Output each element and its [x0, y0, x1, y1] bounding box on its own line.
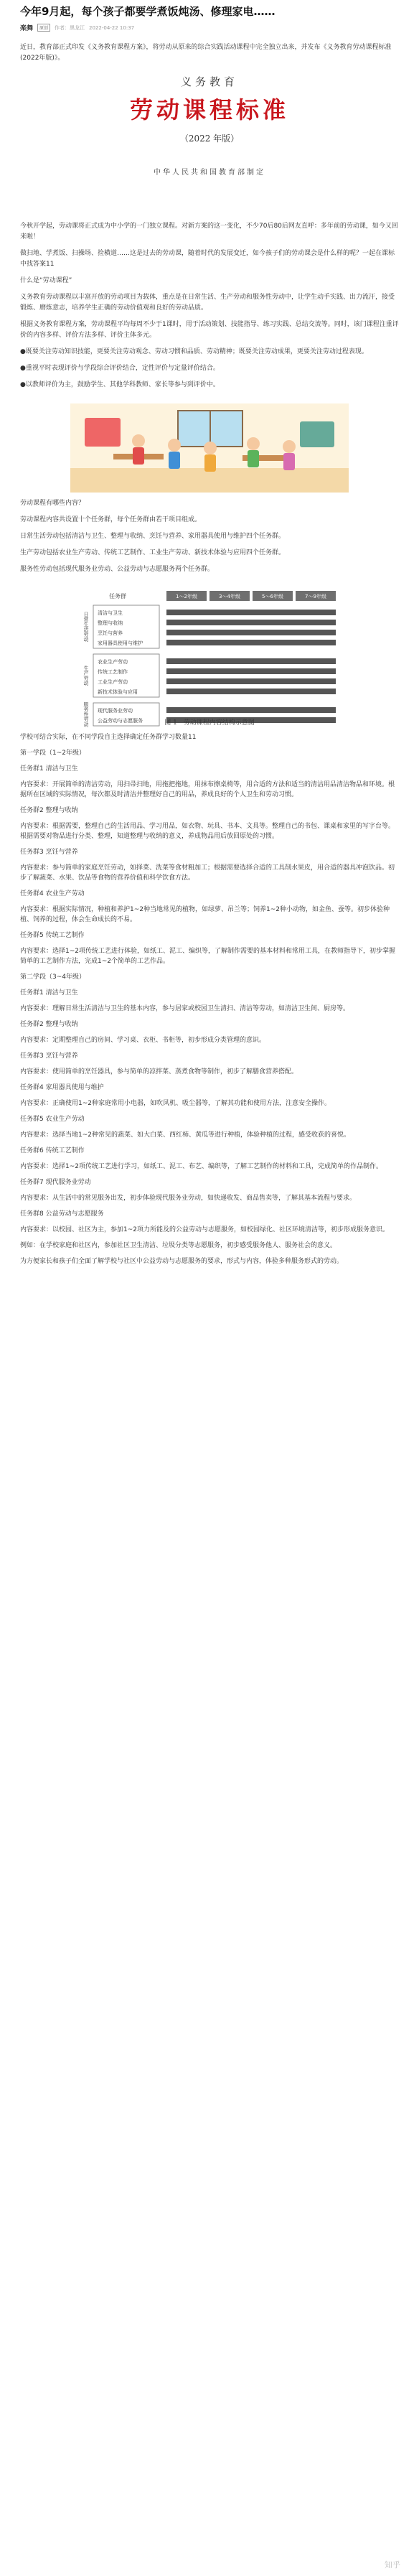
- cover-edition: （2022 年版）: [179, 134, 240, 144]
- task-group-heading: 任务群2 整理与收纳: [20, 807, 78, 814]
- task-group-text: 为方便家长和孩子们全面了解学校与社区中公益劳动与志愿服务的要求，形式与内容，体验多种服务形式的劳动。: [20, 1258, 344, 1265]
- article-meta: [20, 23, 399, 32]
- classroom-illustration: [70, 403, 349, 493]
- spacer: [20, 243, 399, 248]
- task-group-label: 工业生产劳动: [98, 679, 128, 685]
- spacer: [20, 800, 399, 806]
- spacer: [20, 841, 399, 847]
- spacer: [20, 559, 399, 564]
- spacer: [20, 575, 399, 581]
- cover-title: 劳动课程标准: [129, 96, 289, 123]
- task-group-label: 公益劳动与志愿服务: [98, 718, 143, 724]
- figure-caption: 图 1 劳动课程内容结构示意图: [164, 719, 255, 727]
- group-name: 日常生活劳动: [83, 612, 89, 642]
- task-group-bar: [166, 640, 336, 645]
- spacer: [20, 1109, 399, 1114]
- task-group-heading: 任务群5 传统工艺制作: [20, 932, 85, 939]
- task-group-label: 传统工艺制作: [98, 669, 128, 675]
- task-group-label: 清洁与卫生: [98, 610, 123, 616]
- task-group-heading: 任务群3 烹饪与营养: [20, 1053, 78, 1060]
- author-label: 作者：黑龙江: [55, 24, 85, 31]
- body-paragraph: 根据义务教育课程方案，劳动课程平均每周不少于1课时，用于活动策划、技能指导、练习实践、总结交流等。同时，该门课程注重评价的内容多样、评价方法多样、评价主体多元。: [20, 321, 399, 339]
- task-group-heading: 任务群1 清洁与卫生: [20, 765, 78, 773]
- body-paragraph: 劳动课程内容共设置十个任务群，每个任务群由若干项目组成。: [20, 516, 202, 523]
- group-name: 生产劳动: [83, 666, 89, 686]
- task-group-text: 内容要求：选择1~2项传统工艺进行体验，如纸工、泥工、编织等，了解制作需要的基本材料和常用工具，在教师指导下，初步掌握简单的工艺制作方法，完成1~2个简单的工艺作品。: [20, 948, 395, 965]
- task-group-text: 内容要求：理解日常生活清洁与卫生的基本内容，参与居家或校园卫生清扫、清洁等劳动，如清洁卫生间、厨房等。: [20, 1005, 350, 1012]
- task-group-heading: 任务群5 农业生产劳动: [20, 1116, 85, 1123]
- spacer: [20, 1030, 399, 1035]
- grade-label: 1～2年级: [176, 594, 197, 599]
- body-paragraph: 什么是“劳动课程”: [20, 277, 72, 284]
- grade-label: 5～6年级: [262, 594, 283, 599]
- spacer: [20, 899, 399, 905]
- spacer: [20, 1219, 399, 1225]
- body-paragraph: ●以教师评价为主，鼓励学生、其他学科教师、家长等参与到评价中。: [20, 381, 220, 388]
- task-group-text: 内容要求：从生活中的常见服务出发，初步体验现代服务业劳动，如快递收发、商品售卖等，了解其基本流程与要求。: [20, 1195, 357, 1202]
- body-paragraph: ●重视平时表现评价与学段综合评价结合，定性评价与定量评价结合。: [20, 365, 220, 372]
- task-group-label: 整理与收纳: [98, 620, 123, 626]
- section-heading: 劳动课程有哪些内容？: [20, 500, 85, 507]
- task-group-text: 内容要求：选择当地1~2种常见的蔬菜、如大白菜、西红柿、黄瓜等进行种植，体验种植的过程，感受收获的喜悦。: [20, 1131, 350, 1139]
- spacer: [20, 1172, 399, 1177]
- spacer: [20, 286, 399, 292]
- spacer: [20, 1093, 399, 1098]
- content-section: [20, 498, 399, 581]
- spacer: [20, 542, 399, 548]
- spacer: [20, 857, 399, 863]
- body-paragraph: 今秋开学起，劳动课将正式成为中小学的一门独立课程。对新方案的这一变化，不少70后80后网友直呼：多年前的劳动课，如今又回来啦！: [20, 223, 398, 241]
- spacer: [20, 1014, 399, 1019]
- task-group-heading: 任务群2 整理与收纳: [20, 1021, 78, 1028]
- task-group-heading: 任务群1 清洁与卫生: [20, 989, 78, 997]
- body-paragraph: 服务性劳动包括现代服务业劳动、公益劳动与志愿服务两个任务群。: [20, 566, 215, 573]
- spacer: [20, 816, 399, 821]
- grade-label: 7～9年级: [305, 594, 326, 599]
- task-group-heading: 任务群3 烹饪与营养: [20, 849, 78, 856]
- task-group-text: 例如：在学校家庭和社区内，参加社区卫生清洁、垃圾分类等志愿服务，初步感受服务他人、服务社会的意义。: [20, 1242, 337, 1249]
- task-group-label: 农业生产劳动: [98, 659, 128, 665]
- spacer: [20, 1235, 399, 1241]
- task-group-text: 内容要求：定期整理自己的房间、学习桌、衣柜、书柜等，初步形成分类管理的意识。: [20, 1037, 266, 1044]
- task-group-label: 新技术体验与应用: [98, 689, 138, 695]
- spacer: [20, 883, 399, 889]
- spacer: [20, 1251, 399, 1256]
- task-group-heading: 任务群6 传统工艺制作: [20, 1147, 85, 1154]
- spacer: [20, 391, 399, 396]
- task-group-label: 烹饪与营养: [98, 630, 123, 636]
- spacer: [20, 774, 399, 780]
- intro-paragraphs: [20, 221, 399, 396]
- spacer: [20, 966, 399, 972]
- spacer: [20, 526, 399, 531]
- task-group-bar: [166, 610, 336, 615]
- task-group-text: 内容要求：参与简单的家庭烹饪劳动，如择菜、洗菜等食材粗加工；根据需要选择合适的工具削水果皮，用合适的器具冲泡饮品。初步了解蔬菜、水果、饮品等食物的营养价值和科学饮食方法。: [20, 864, 395, 882]
- task-group-heading: 任务群4 家用器具使用与维护: [20, 1084, 104, 1091]
- spacer: [20, 758, 399, 764]
- cover-ministry: 中华人民共和国教育部制定: [154, 169, 265, 177]
- task-group-label: 家用器具使用与维护: [98, 640, 143, 646]
- body-paragraph: 义务教育劳动课程以丰富开放的劳动项目为载体，重点是在日常生活、生产劳动和服务性劳动中，让学生动手实践、出力流汗，接受锻炼、磨炼意志，培养学生正确的劳动价值观和良好的劳动品质。: [20, 294, 395, 312]
- task-group-bar: [166, 668, 336, 674]
- task-group-text: 内容要求：正确使用1~2种家庭常用小电器，如吹风机、吸尘器等，了解其功能和使用方法，注意安全操作。: [20, 1100, 331, 1107]
- spacer: [20, 1156, 399, 1162]
- task-group-bar: [166, 678, 336, 684]
- task-group-bar: [166, 707, 336, 713]
- task-group-text: 内容要求：根据需要，整理自己的生活用品、学习用品，如衣物、玩具、书本、文具等。整理自己的书包、课桌和家里的写字台等。根据需要对物品进行分类、整理，知道整理与收纳的意义，养成物品用后放回原处的习惯。: [20, 823, 395, 840]
- spacer: [20, 941, 399, 946]
- spacer: [20, 1266, 399, 1272]
- spacer: [20, 982, 399, 988]
- body-paragraph: ●既要关注劳动知识技能，更要关注劳动观念、劳动习惯和品质、劳动精神；既要关注劳动成果，更要关注劳动过程表现。: [20, 348, 368, 355]
- spacer: [20, 509, 399, 515]
- body-paragraph: 做扫地、学煮饭、扫操场、捡横道……这是过去的劳动课，随着时代的发展变迁，如今孩子们的劳动课会是什么样的呢？一起在课标中找答案11: [20, 250, 395, 268]
- task-group-heading: 任务群4 农业生产劳动: [20, 890, 85, 897]
- grade-label: 3～4年级: [219, 594, 240, 599]
- task-group-heading: 任务群8 公益劳动与志愿服务: [20, 1210, 104, 1218]
- task-group-heading: 任务群7 现代服务业劳动: [20, 1179, 91, 1186]
- task-group-heading: 第一学段（1~2年级）: [20, 750, 85, 757]
- spacer: [20, 374, 399, 380]
- task-groups-section: [20, 732, 399, 1272]
- spacer: [20, 270, 399, 276]
- spacer: [20, 998, 399, 1004]
- task-group-text: 内容要求：根据实际情况，种植和养护1~2种当地常见的植物，如绿萝、吊兰等；饲养1~2种小动物，如金鱼、蚕等。初步体验种植、饲养的过程，体会生命成长的不易。: [20, 906, 390, 923]
- source-name[interactable]: 楽舞: [20, 25, 34, 32]
- task-group-text: 内容要求：以校园、社区为主，参加1~2项力所能及的公益劳动与志愿服务，如校园绿化、社区环境清洁等，初步形成服务意识。: [20, 1226, 389, 1233]
- task-group-bar: [166, 630, 336, 635]
- watermark-text: 知乎: [385, 2560, 400, 2570]
- original-tag: 原创: [37, 24, 50, 32]
- task-group-bar: [166, 620, 336, 625]
- task-group-text: 学校可结合实际，在不同学段自主选择确定任务群学习数量11: [20, 734, 197, 741]
- intro-paragraph: 近日，教育部正式印发《义务教育课程方案》，将劳动从原来的综合实践活动课程中完全独立出来，并发布《义务教育劳动课程标准(2022年版)》。: [20, 44, 392, 62]
- spacer: [20, 358, 399, 363]
- task-group-text: 内容要求：使用简单的烹饪器具，参与简单的凉拌菜、蒸煮食物等制作，初步了解膳食营养搭配。: [20, 1068, 298, 1075]
- spacer: [20, 1061, 399, 1067]
- task-group-heading: 第二学段（3~4年级）: [20, 974, 85, 981]
- task-group-bar: [166, 658, 336, 664]
- spacer: [20, 1124, 399, 1130]
- article-title: 今年9月起，每个孩子都要学煮饭炖汤、修理家电……: [20, 5, 276, 18]
- spacer: [20, 1203, 399, 1209]
- curriculum-cover: [20, 74, 399, 221]
- spacer: [20, 742, 399, 748]
- body-paragraph: 生产劳动包括农业生产劳动、传统工艺制作、工业生产劳动、新技术体验与应用四个任务群。: [20, 549, 286, 556]
- spacer: [20, 925, 399, 930]
- task-group-diagram: [73, 589, 346, 727]
- spacer: [20, 1187, 399, 1193]
- spacer: [20, 341, 399, 347]
- task-group-text: 内容要求：选择1~2项传统工艺进行学习，如纸工、泥工、布艺、编织等，了解工艺制作的材料和工具，完成简单的作品制作。: [20, 1163, 382, 1170]
- spacer: [20, 1140, 399, 1146]
- spacer: [20, 1077, 399, 1083]
- task-group-text: 内容要求：开展简单的清洁劳动，用扫帚扫地，用拖把拖地，用抹布擦桌椅等，用合适的方法和适当的清洁用品清洁物品和环境。根据所在区域的实际情况，每次都及时清洁并整理好自己的用品，养成良好的个人卫生和劳动习惯。: [20, 781, 395, 798]
- body-paragraph: 日常生活劳动包括清洁与卫生、整理与收纳、烹饪与营养、家用器具使用与维护四个任务群。: [20, 533, 286, 540]
- task-group-bar: [166, 689, 336, 694]
- spacer: [20, 314, 399, 319]
- diagram-header-label: 任务群: [109, 593, 126, 599]
- spacer: [20, 1045, 399, 1051]
- task-group-label: 现代服务业劳动: [98, 708, 133, 714]
- group-name: 服务性劳动: [83, 701, 89, 727]
- cover-eyebrow: 义务教育: [180, 75, 238, 88]
- publish-date: 2022-04-22 10:37: [89, 24, 135, 31]
